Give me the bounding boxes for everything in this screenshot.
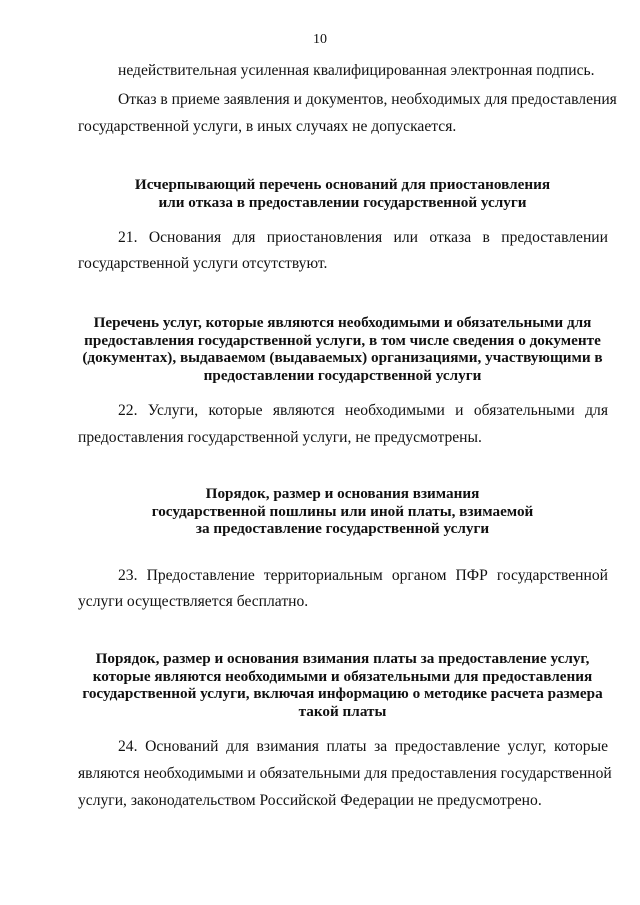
heading-3-line-2: государственной пошлины или иной платы, взимаемой bbox=[151, 502, 534, 520]
paragraph-23-line-2: услуги осуществляется бесплатно. bbox=[78, 593, 309, 610]
heading-3-line-1: Порядок, размер и основания взимания bbox=[205, 485, 480, 502]
heading-2-line-1: Перечень услуг, которые являются необходимыми и обязательными для bbox=[93, 314, 592, 331]
section-heading-4 bbox=[60, 650, 625, 720]
heading-1-line-1: Исчерпывающий перечень оснований для приостановления bbox=[134, 176, 551, 193]
section-heading-1 bbox=[60, 176, 625, 211]
heading-4-line-4: такой платы bbox=[298, 702, 387, 720]
paragraph-24-line-1: 24. Оснований для взимания платы за предоставление услуг, которые bbox=[118, 738, 608, 755]
heading-2-line-3: (документах), выдаваемом (выдаваемых) организациями, участвующими в bbox=[82, 349, 603, 366]
heading-3-line-3: за предоставление государственной услуги bbox=[195, 520, 490, 537]
heading-4-line-2: которые являются необходимыми и обязательными для предоставления bbox=[92, 667, 593, 685]
page-number: 10 bbox=[313, 32, 327, 47]
paragraph-22-line-2: предоставления государственной услуги, не предусмотрены. bbox=[78, 429, 482, 446]
heading-4-line-1: Порядок, размер и основания взимания платы за предоставление услуг, bbox=[95, 650, 590, 667]
heading-4-line-3: государственной услуги, включая информацию о методике расчета размера bbox=[82, 685, 603, 702]
paragraph-21-line-2: государственной услуги отсутствуют. bbox=[78, 255, 328, 272]
intro-line-2: Отказ в приеме заявления и документов, необходимых для предоставления bbox=[118, 91, 617, 108]
intro-line-1: недействительная усиленная квалифицированная электронная подпись. bbox=[118, 62, 595, 79]
paragraph-23-line-1: 23. Предоставление территориальным органом ПФР государственной bbox=[118, 567, 608, 584]
section-heading-3 bbox=[60, 485, 625, 538]
paragraph-24-line-3: услуги, законодательством Российской Федерации не предусмотрено. bbox=[78, 792, 542, 809]
paragraph-21-line-1: 21. Основания для приостановления или отказа в предоставлении bbox=[118, 229, 608, 246]
heading-2-line-4: предоставлении государственной услуги bbox=[203, 366, 482, 384]
heading-2-line-2: предоставления государственной услуги, в том числе сведения о документе bbox=[84, 331, 601, 349]
heading-1-line-2: или отказа в предоставлении государственной услуги bbox=[158, 193, 527, 211]
section-heading-2 bbox=[60, 314, 625, 384]
intro-line-3: государственной услуги, в иных случаях не допускается. bbox=[78, 118, 457, 135]
paragraph-24-line-2: являются необходимыми и обязательными для предоставления государственной bbox=[78, 765, 612, 782]
paragraph-22-line-1: 22. Услуги, которые являются необходимыми и обязательными для bbox=[118, 402, 608, 419]
